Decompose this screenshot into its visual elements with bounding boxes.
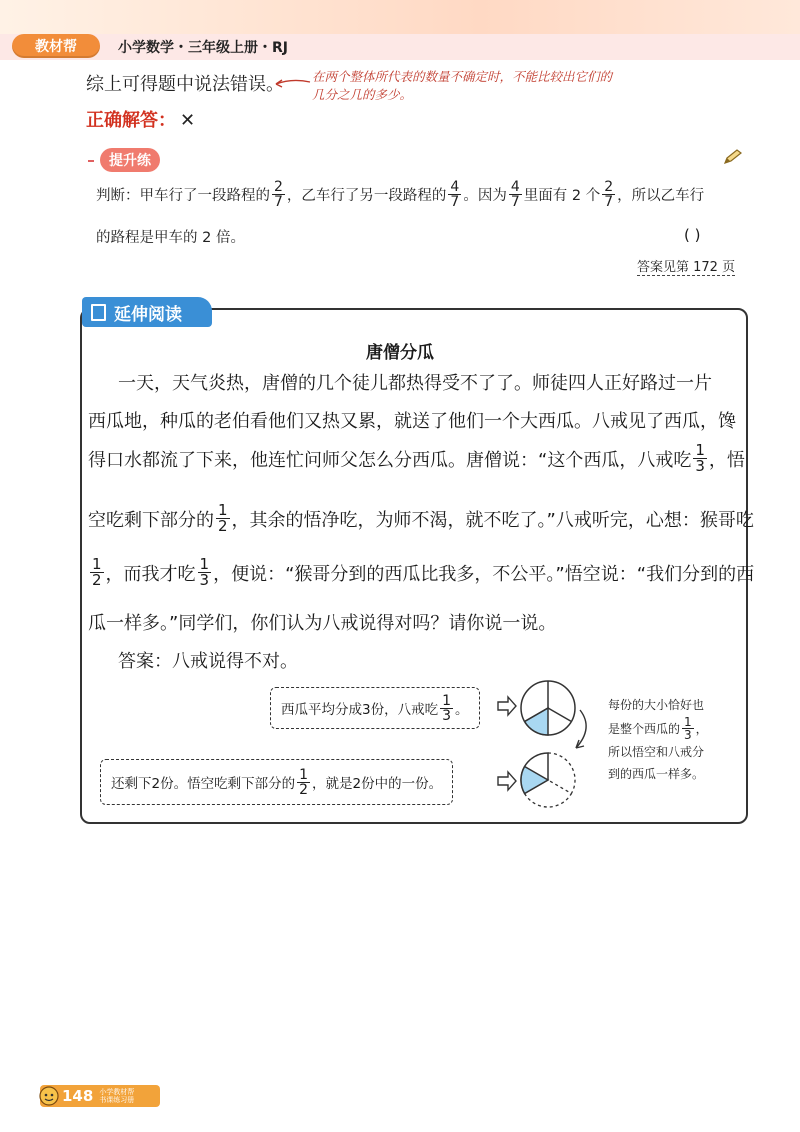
denominator: 2 <box>218 517 228 535</box>
story-text: ，其余的悟净吃，为师不渴，就不吃了。”八戒听完，心想：猴哥吃 <box>231 509 754 531</box>
note-line <box>608 716 748 741</box>
fraction <box>682 716 694 741</box>
question-text: 。因为 <box>463 188 507 204</box>
story-text: ，便说：“猴哥分到的西瓜比我多，不公平。”悟空说：“我们分到的西 <box>213 563 755 585</box>
footer-brand-line: 书课练习册 <box>99 1096 135 1104</box>
fraction <box>509 180 522 209</box>
explain-box-1 <box>270 687 480 729</box>
note-line: 所以悟空和八戒分 <box>608 745 705 759</box>
diagram-note <box>608 694 748 785</box>
answer-reference: 答案见第 172 页 <box>637 256 735 276</box>
numerator: 1 <box>92 555 102 573</box>
explain-text: 西瓜平均分成3份，八戒吃 <box>281 702 439 718</box>
watermelon-diagram <box>490 676 610 816</box>
arrow-right-icon <box>498 697 516 715</box>
question-text: 判断：甲车行了一段路程的 <box>96 188 270 204</box>
question-text: ，所以乙车行 <box>617 188 705 204</box>
handwritten-note <box>312 68 672 104</box>
fraction <box>198 557 212 588</box>
story-title: 唐僧分瓜 <box>366 343 434 363</box>
story-line-4 <box>88 503 754 534</box>
numerator: 1 <box>684 715 692 729</box>
reading-tag <box>82 297 212 327</box>
mascot-icon <box>38 1084 60 1108</box>
denominator: 2 <box>299 781 309 798</box>
fraction <box>297 768 310 797</box>
header-band <box>0 0 800 34</box>
denominator: 7 <box>274 194 283 210</box>
explain-box-2 <box>100 759 453 805</box>
reading-tag-label: 延伸阅读 <box>114 304 182 325</box>
denominator: 3 <box>199 571 210 589</box>
footer-brand <box>99 1088 134 1104</box>
story-line-5 <box>88 557 754 588</box>
fraction <box>216 503 230 534</box>
denominator: 7 <box>510 194 520 210</box>
story-line-1: 一天，天气炎热，唐僧的几个徒儿都热得受不了了。师徒四人正好路过一片 <box>118 373 712 394</box>
note-line: 每份的大小恰好也 <box>608 698 705 712</box>
note-line-1: 在两个整体所代表的数量不确定时，不能比较出它们的 <box>312 69 613 84</box>
denominator: 7 <box>450 194 460 210</box>
note-line: 到的西瓜一样多。 <box>608 767 705 781</box>
denominator: 3 <box>442 707 452 724</box>
numerator: 1 <box>695 441 705 459</box>
explain-text: ，就是2份中的一份。 <box>312 776 443 792</box>
numerator: 1 <box>199 555 210 573</box>
denominator: 7 <box>604 194 614 210</box>
practice-tag: 提升练 <box>100 148 160 172</box>
question-text: 里面有 2 个 <box>523 188 601 204</box>
numerator: 1 <box>442 692 452 709</box>
story-text: ，悟 <box>708 449 745 471</box>
fraction <box>602 180 615 209</box>
pencil-icon <box>722 148 744 166</box>
brand-logo: 教材帮 <box>12 34 100 58</box>
question-text: ，乙车行了另一段路程的 <box>286 188 447 204</box>
answer-label: 正确解答： <box>86 110 176 131</box>
story-text: 得口水都流了下来，他连忙问师父怎么分西瓜。唐僧说：“这个西瓜，八戒吃 <box>88 449 692 471</box>
numerator: 1 <box>299 766 309 783</box>
story-line-6: 瓜一样多。”同学们，你们认为八戒说得对吗？请你说一说。 <box>88 613 557 634</box>
footer-brand-line: 小学教材帮 <box>99 1088 135 1096</box>
numerator: 4 <box>450 179 460 195</box>
question-line-2: 的路程是甲车的 2 倍。 <box>96 230 245 246</box>
story-text: 空吃剩下部分的 <box>88 509 214 531</box>
note-text: ， <box>695 721 708 736</box>
conclusion-text: 综上可得题中说法错误。 <box>86 74 284 95</box>
fraction <box>448 180 461 209</box>
numerator: 2 <box>604 179 614 195</box>
answer-blank[interactable]: ( ) <box>684 226 701 244</box>
book-icon <box>91 304 106 321</box>
story-line-3 <box>88 443 745 474</box>
numerator: 1 <box>218 501 228 519</box>
fraction <box>440 694 453 723</box>
numerator: 2 <box>274 179 283 195</box>
story-text: ，而我才吃 <box>105 563 196 585</box>
story-line-2: 西瓜地，种瓜的老伯看他们又热又累，就送了他们一个大西瓜。八戒见了西瓜，馋 <box>88 411 736 432</box>
arrow-right-icon <box>498 772 516 790</box>
explain-text: 还剩下2份。悟空吃剩下部分的 <box>111 776 296 792</box>
explain-text: 。 <box>455 702 469 718</box>
answer-mark: ✕ <box>180 110 196 131</box>
page-number: 148 <box>62 1087 94 1105</box>
fraction <box>90 557 104 588</box>
fraction <box>272 180 285 209</box>
answer-row <box>86 106 195 132</box>
denominator: 2 <box>92 571 102 589</box>
note-text: 是整个西瓜的 <box>608 721 681 736</box>
dash-marker <box>88 160 94 162</box>
question-line-1 <box>96 180 704 209</box>
fraction <box>693 443 707 474</box>
story-answer: 答案：八戒说得不对。 <box>118 651 298 672</box>
numerator: 4 <box>510 179 520 195</box>
book-title: 小学数学・三年级上册・RJ <box>118 40 288 56</box>
note-line-2: 几分之几的多少。 <box>312 87 413 102</box>
note-arrow-icon <box>272 76 312 90</box>
denominator: 3 <box>695 457 705 475</box>
denominator: 3 <box>684 728 692 742</box>
